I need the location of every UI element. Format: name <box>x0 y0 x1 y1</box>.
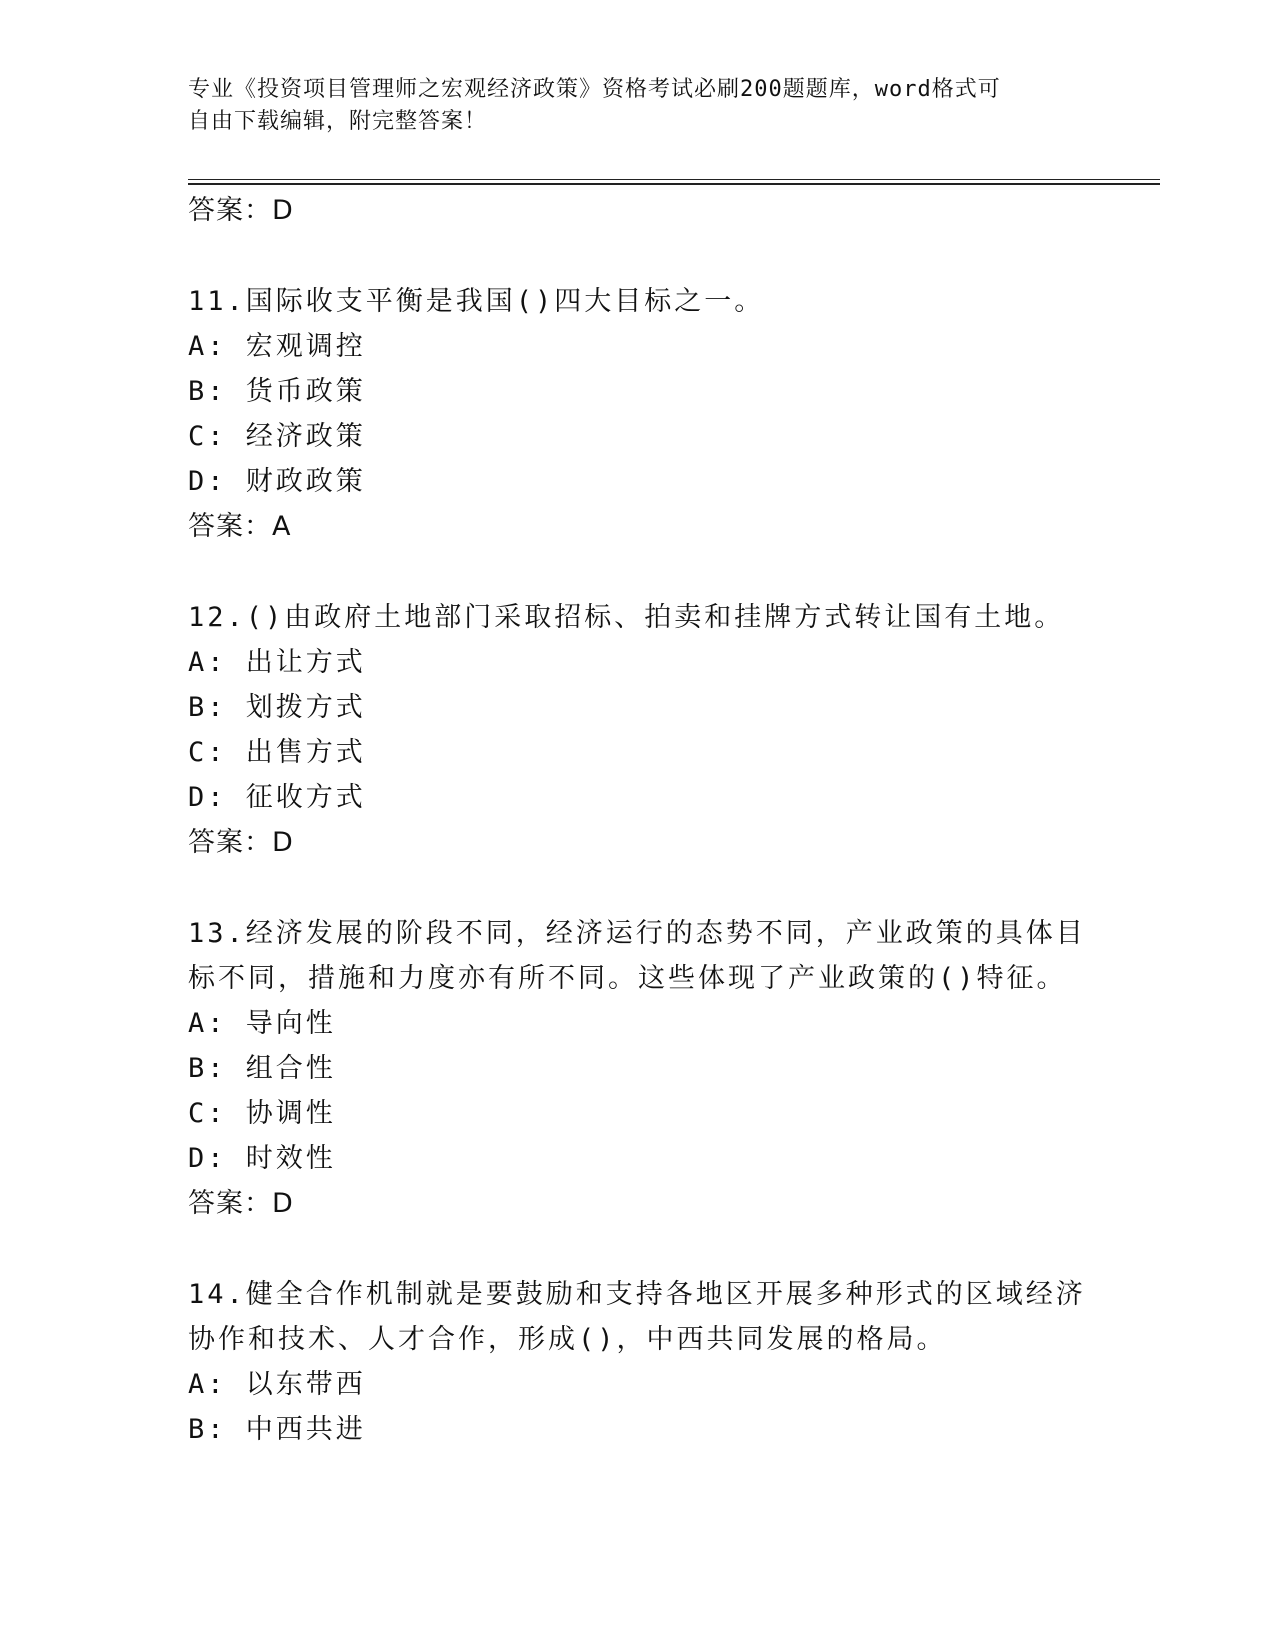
question-list <box>188 188 1088 1452</box>
question-13 <box>188 911 1088 1226</box>
question-stem: 14.健全合作机制就是要鼓励和支持各地区开展多种形式的区域经济协作和技术、人才合作，形成()，中西共同发展的格局。 <box>188 1279 1086 1355</box>
answer: 答案：D <box>188 827 294 858</box>
question-11 <box>188 279 1088 549</box>
option-b: B: 中西共进 <box>188 1414 366 1445</box>
option-b: B: 组合性 <box>188 1053 336 1084</box>
header-divider-thin <box>188 179 1160 180</box>
option-d: D: 征收方式 <box>188 782 366 813</box>
header-line-1: 专业《投资项目管理师之宏观经济政策》资格考试必刷200题题库，word格式可 <box>188 77 1001 102</box>
option-c: C: 协调性 <box>188 1098 336 1129</box>
option-c: C: 经济政策 <box>188 421 366 452</box>
option-a: A: 导向性 <box>188 1008 336 1039</box>
option-c: C: 出售方式 <box>188 737 366 768</box>
question-stem: 13.经济发展的阶段不同，经济运行的态势不同，产业政策的具体目标不同，措施和力度亦有所不同。这些体现了产业政策的()特征。 <box>188 918 1086 994</box>
option-d: D: 时效性 <box>188 1143 336 1174</box>
header-line-2: 自由下载编辑，附完整答案！ <box>188 109 488 134</box>
option-b: B: 划拨方式 <box>188 692 366 723</box>
option-b: B: 货币政策 <box>188 376 366 407</box>
question-12 <box>188 595 1088 865</box>
option-a: A: 出让方式 <box>188 647 366 678</box>
document-header <box>188 74 1088 138</box>
question-stem: 11.国际收支平衡是我国()四大目标之一。 <box>188 286 765 317</box>
option-d: D: 财政政策 <box>188 466 366 497</box>
answer-previous: 答案：D <box>188 195 294 226</box>
answer: 答案：D <box>188 1188 294 1219</box>
answer: 答案：A <box>188 511 292 542</box>
header-divider-thick <box>188 183 1160 185</box>
question-14 <box>188 1272 1088 1452</box>
question-stem: 12.()由政府土地部门采取招标、拍卖和挂牌方式转让国有土地。 <box>188 602 1065 633</box>
option-a: A: 宏观调控 <box>188 331 366 362</box>
option-a: A: 以东带西 <box>188 1369 366 1400</box>
